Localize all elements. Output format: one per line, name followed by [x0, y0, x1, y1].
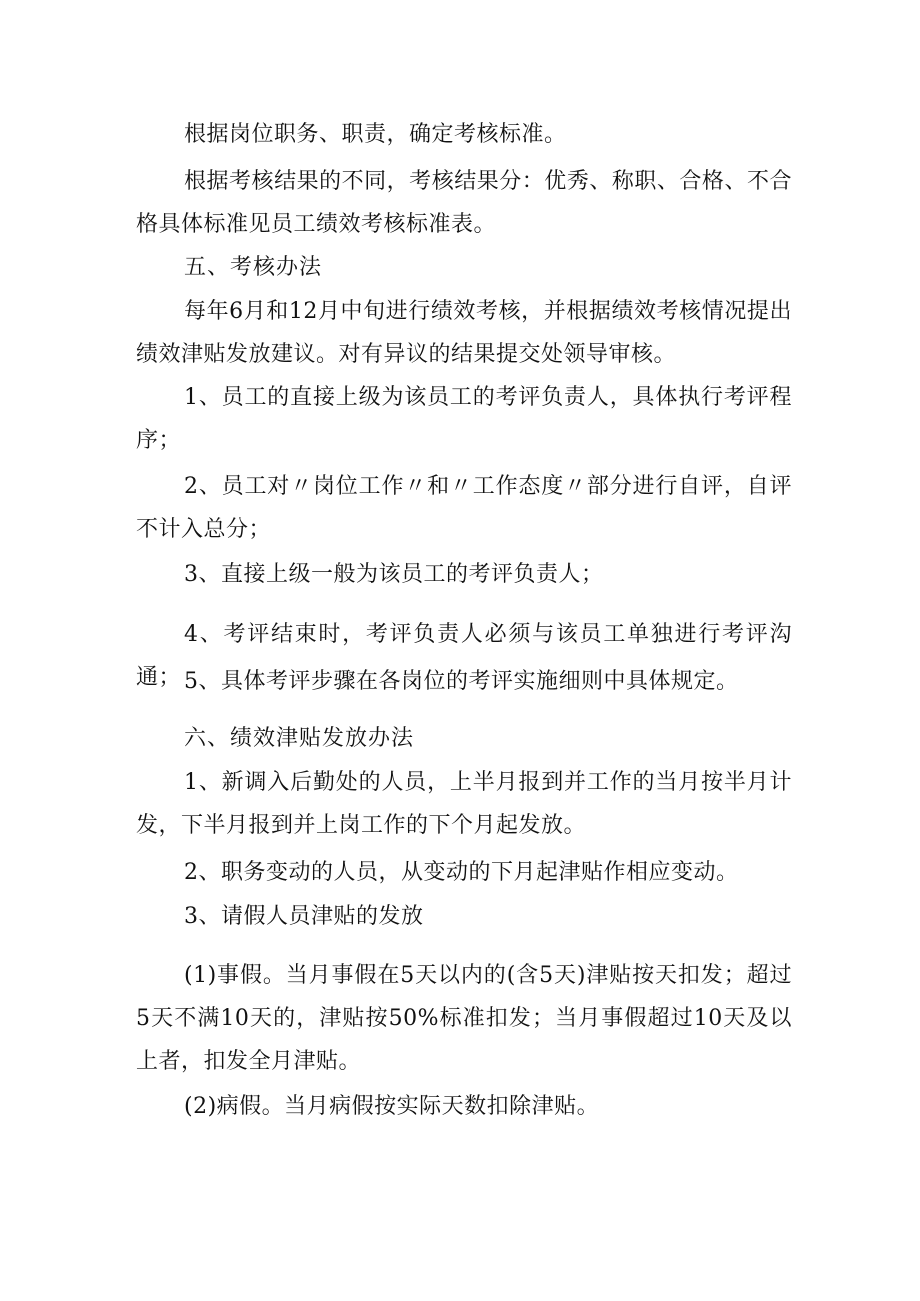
sick-leave-paragraph: (2)病假。当月病假按实际天数扣除津贴。 — [184, 1094, 600, 1119]
section-heading-allowance: 六、绩效津贴发放办法 — [184, 726, 415, 751]
personal-leave-paragraph: (1)事假。当月事假在5天以内的(含5天)津贴按天扣发；超过5天不满10天的，津贴按50%标准扣发；当月事假超过10天及以上者，扣发全月津贴。 — [136, 963, 792, 1074]
allowance-item-2: 2、职务变动的人员，从变动的下月起津贴作相应变动。 — [184, 860, 739, 885]
list-item-4: 4、考评结束时，考评负责人必须与该员工单独进行考评沟通； — [136, 622, 792, 690]
section-heading-assessment-method: 五、考核办法 — [184, 255, 323, 280]
list-item-5: 5、具体考评步骤在各岗位的考评实施细则中具体规定。 — [184, 669, 739, 694]
paragraph-assessment-standard: 根据岗位职务、职责，确定考核标准。 — [184, 122, 567, 147]
paragraph-assessment-schedule: 每年6月和12月中旬进行绩效考核，并根据绩效考核情况提出绩效津贴发放建议。对有异议的结果提交处领导审核。 — [136, 299, 792, 367]
allowance-item-1: 1、新调入后勤处的人员，上半月报到并工作的当月按半月计发，下半月报到并上岗工作的下个月起发放。 — [136, 770, 792, 838]
list-item-1: 1、员工的直接上级为该员工的考评负责人，具体执行考评程序； — [136, 385, 792, 453]
list-item-2: 2、员工对〃岗位工作〃和〃工作态度〃部分进行自评，自评不计入总分； — [136, 474, 792, 542]
paragraph-assessment-results: 根据考核结果的不同，考核结果分：优秀、称职、合格、不合格具体标准见员工绩效考核标准表。 — [136, 169, 792, 237]
list-item-3: 3、直接上级一般为该员工的考评负责人； — [184, 562, 604, 587]
allowance-item-3: 3、请假人员津贴的发放 — [184, 904, 424, 929]
